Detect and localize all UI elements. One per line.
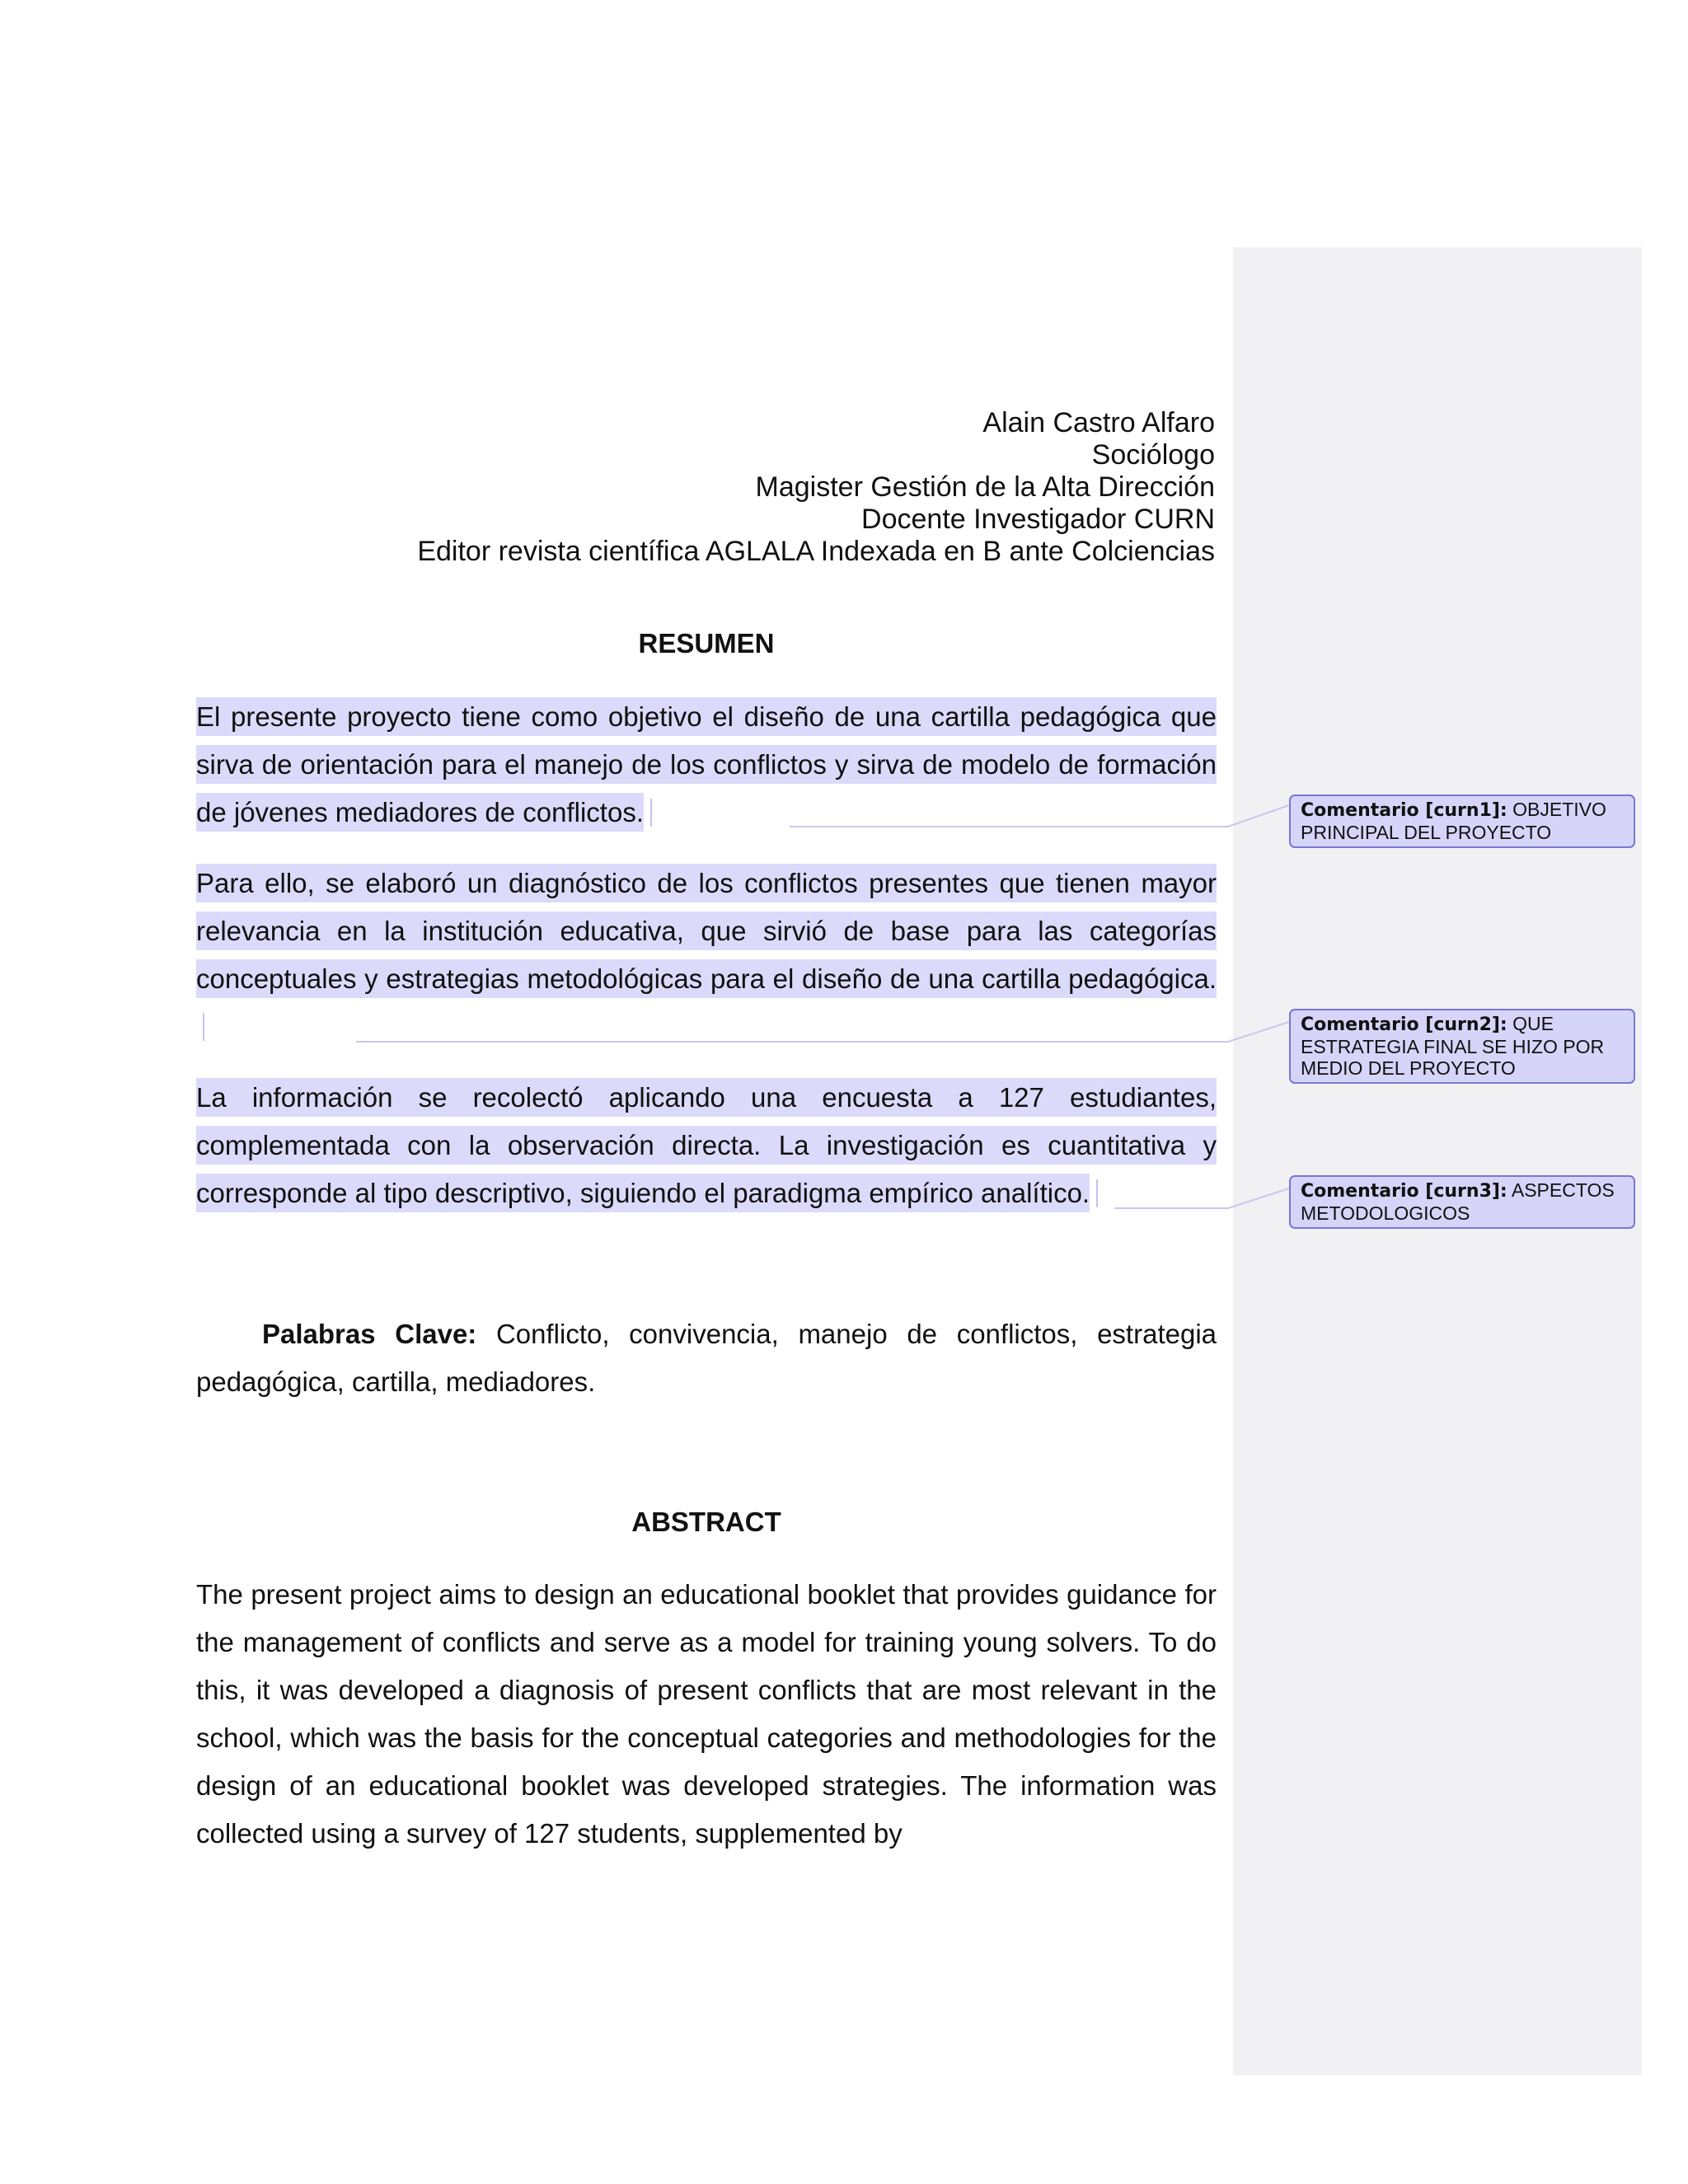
comment-balloon-2[interactable] — [1289, 1009, 1635, 1084]
author-degree: Magister Gestión de la Alta Dirección — [755, 471, 1215, 503]
comment-anchor-3 — [1096, 1179, 1098, 1207]
keywords-paragraph — [196, 1310, 1217, 1406]
comment-label: Comentario [curn3]: — [1301, 1181, 1507, 1202]
comment-anchor-2 — [203, 1013, 204, 1041]
comment-anchor-1 — [650, 799, 652, 827]
highlighted-text[interactable]: El presente proyecto tiene como objetivo el diseño de una cartilla pedagógica que sirva de orientación para el manejo de los conflictos y sirva de modelo de formación de jóvenes mediadores de conflictos. — [196, 697, 1217, 832]
comment-text: QUE ESTRATEGIA FINAL SE HIZO POR MEDIO DEL PROYECTO — [1301, 1013, 1605, 1079]
resumen-paragraph-1[interactable] — [196, 693, 1217, 837]
comments-margin-pane — [1233, 247, 1642, 2075]
resumen-paragraph-2[interactable] — [196, 860, 1217, 1051]
author-position: Docente Investigador CURN — [861, 504, 1215, 535]
resumen-paragraph-3[interactable] — [196, 1074, 1217, 1217]
abstract-paragraph: The present project aims to design an educational booklet that provides guidance for the management of conflicts and serve as a model for training young solvers. To do this, it was developed a diagnosis of present conflicts that are most relevant in the school, which was the basis for the conceptual categories and methodologies for the design of an educational booklet was developed strategies. The information was collected using a survey of 127 students, supplemented by — [196, 1579, 1217, 1849]
abstract-heading: ABSTRACT — [631, 1507, 781, 1537]
comment-label: Comentario [curn2]: — [1301, 1015, 1507, 1035]
author-block — [198, 407, 1215, 568]
comment-label: Comentario [curn1]: — [1301, 800, 1507, 821]
comment-text: OBJETIVO PRINCIPAL DEL PROYECTO — [1301, 799, 1606, 843]
author-name: Alain Castro Alfaro — [982, 407, 1215, 438]
comment-text: ASPECTOS METODOLOGICOS — [1301, 1179, 1615, 1224]
author-editor-role: Editor revista científica AGLALA Indexada en B ante Colciencias — [417, 536, 1215, 567]
highlighted-text[interactable]: La información se recolectó aplicando una encuesta a 127 estudiantes, complementada con la observación directa. La investigación es cuantitativa y corresponde al tipo descriptivo, siguiendo el paradigma empírico analítico. — [196, 1078, 1217, 1212]
keywords-label: Palabras Clave: — [262, 1319, 477, 1349]
author-profession: Sociólogo — [1091, 439, 1215, 471]
resumen-heading: RESUMEN — [638, 628, 775, 658]
comment-balloon-1[interactable] — [1289, 794, 1635, 848]
keywords-text: Conflicto, convivencia, manejo de conflictos, estrategia pedagógica, cartilla, mediadores. — [196, 1319, 1217, 1397]
comment-balloon-3[interactable] — [1289, 1175, 1635, 1229]
highlighted-text[interactable]: Para ello, se elaboró un diagnóstico de los conflictos presentes que tienen mayor relevancia en la institución educativa, que sirvió de base para las categorías conceptuales y estrategias metodológicas para el diseño de una cartilla pedagógica. — [196, 864, 1217, 998]
